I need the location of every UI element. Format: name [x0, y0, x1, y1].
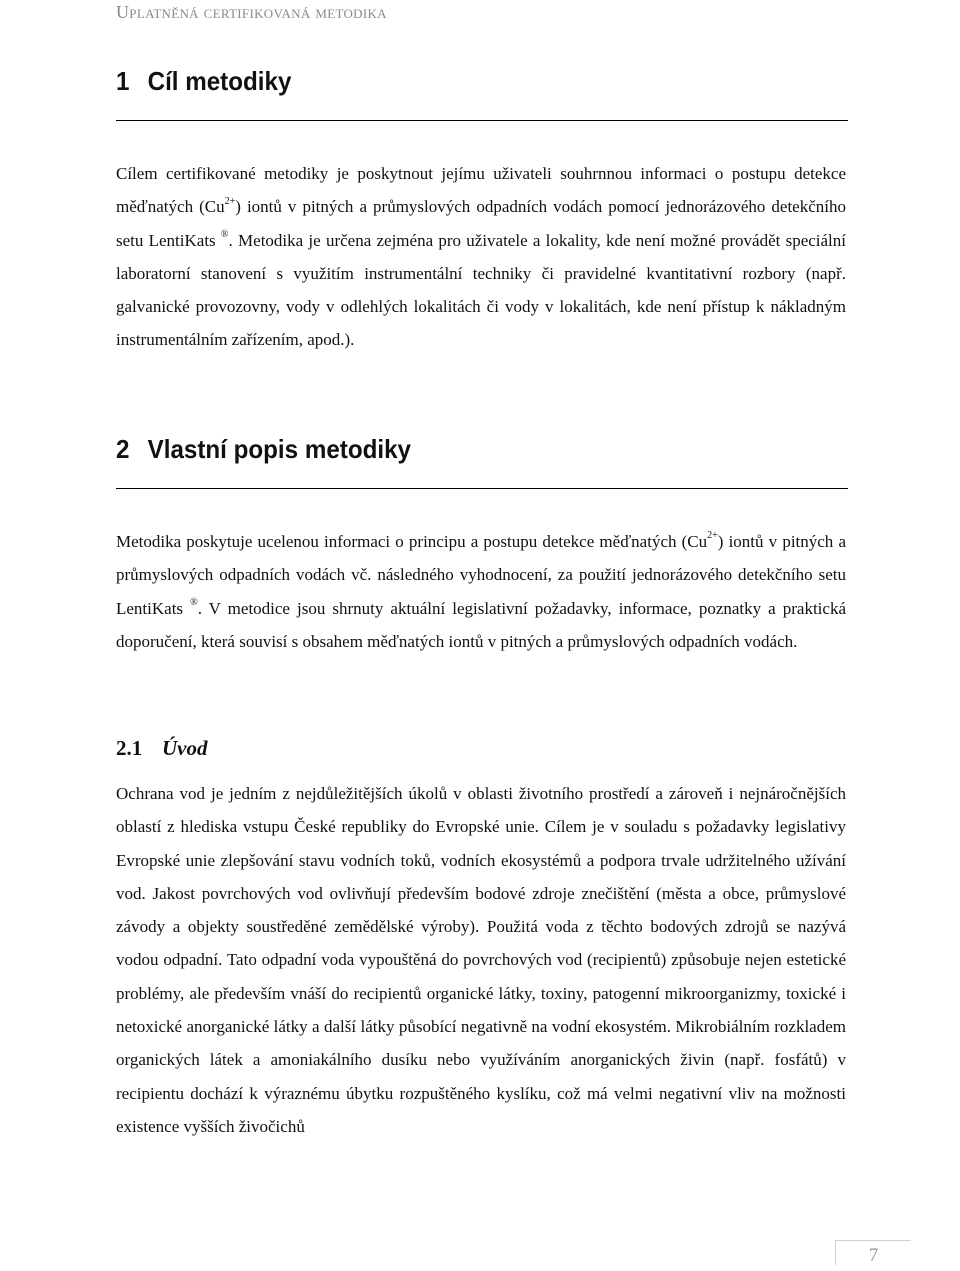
section-2-heading	[116, 434, 797, 465]
section-1-rule	[116, 120, 848, 121]
superscript-charge: 2+	[707, 530, 718, 542]
registered-mark: ®	[190, 596, 198, 608]
registered-mark: ®	[220, 228, 229, 240]
section-2-paragraph: Metodika poskytuje ucelenou informaci o principu a postupu detekce měďnatých $(Cu^{2+})$ iontů v pitných a průmyslových odpadních vodách vč. následného vyhodnocení, za použití jednorázového detekčního setu LentiKats ®. V metodice jsou shrnuty aktuální legislativní požadavky, informace, poznatky a praktická doporučení, která souvisí s obsahem měďnatých iontů v pitných a průmyslových odpadních vodách.	[116, 530, 846, 651]
section-1-number: 1	[116, 66, 130, 96]
section-2-number: 2	[116, 434, 130, 464]
section-1-paragraph: Cílem certifikované metodiky je poskytnout jejímu uživateli souhrnnou informaci o postupu detekce měďnatých $(Cu^{2+})$ iontů v pitných a průmyslových odpadních vodách pomocí jednorázového detekčního setu LentiKats ®. Metodika je určena zejména pro uživatele a lokality, kde není možné provádět speciální laboratorní stanovení s využitím instrumentální techniky či pravidelné kvantitativní rozbory (např. galvanické provozovny, vody v odlehlých lokalitách či vody v lokalitách, kde není přístup k nákladným instrumentálním zařízením, apod.).	[116, 164, 847, 350]
section-1-heading	[116, 66, 797, 97]
section-2-1-paragraph: Ochrana vod je jedním z nejdůležitějších úkolů v oblasti životního prostředí a zároveň i nejnáročnějších oblastí z hlediska vstupu České republiky do Evropské unie. Cílem je v souladu s požadavky legislativy Evropské unie zlepšování stavu vodních toků, vodních ekosystémů a podpora trvale udržitelného užívání vod. Jakost povrchových vod ovlivňují především bodové zdroje znečištění (města a obce, průmyslové závody a objekty soustředěné zemědělské výroby). Použitá voda z těchto bodových zdrojů se nazývá vodou odpadní. Tato odpadní voda vypouštěná do povrchových vod (recipientů) způsobuje nejen estetické problémy, ale především vnáší do recipientů organické látky, toxiny, patogenní mikroorganizmy, toxické i netoxické anorganické látky a další látky působící negativně na vodní ekosystém. Mikrobiálním rozkladem organických látek a amoniakálního dusíku nebo využíváním anorganických živin (např. fosfátů) v recipientu dochází k výraznému úbytku rozpuštěného kyslíku, což má velmi negativní vliv na možnosti existence vyšších živočichů	[116, 784, 846, 1136]
section-1-title: Cíl metodiky	[147, 66, 292, 96]
section-2-title: Vlastní popis metodiky	[147, 434, 411, 464]
section-2-rule	[116, 488, 848, 489]
section-2-1-heading	[116, 736, 208, 761]
superscript-charge: 2+	[224, 195, 236, 207]
section-2-1-title: Úvod	[162, 736, 208, 760]
running-header: Uplatněná certifikovaná metodika	[116, 2, 387, 22]
section-2-1-number: 2.1	[116, 736, 143, 760]
page-number: 7	[835, 1240, 911, 1265]
